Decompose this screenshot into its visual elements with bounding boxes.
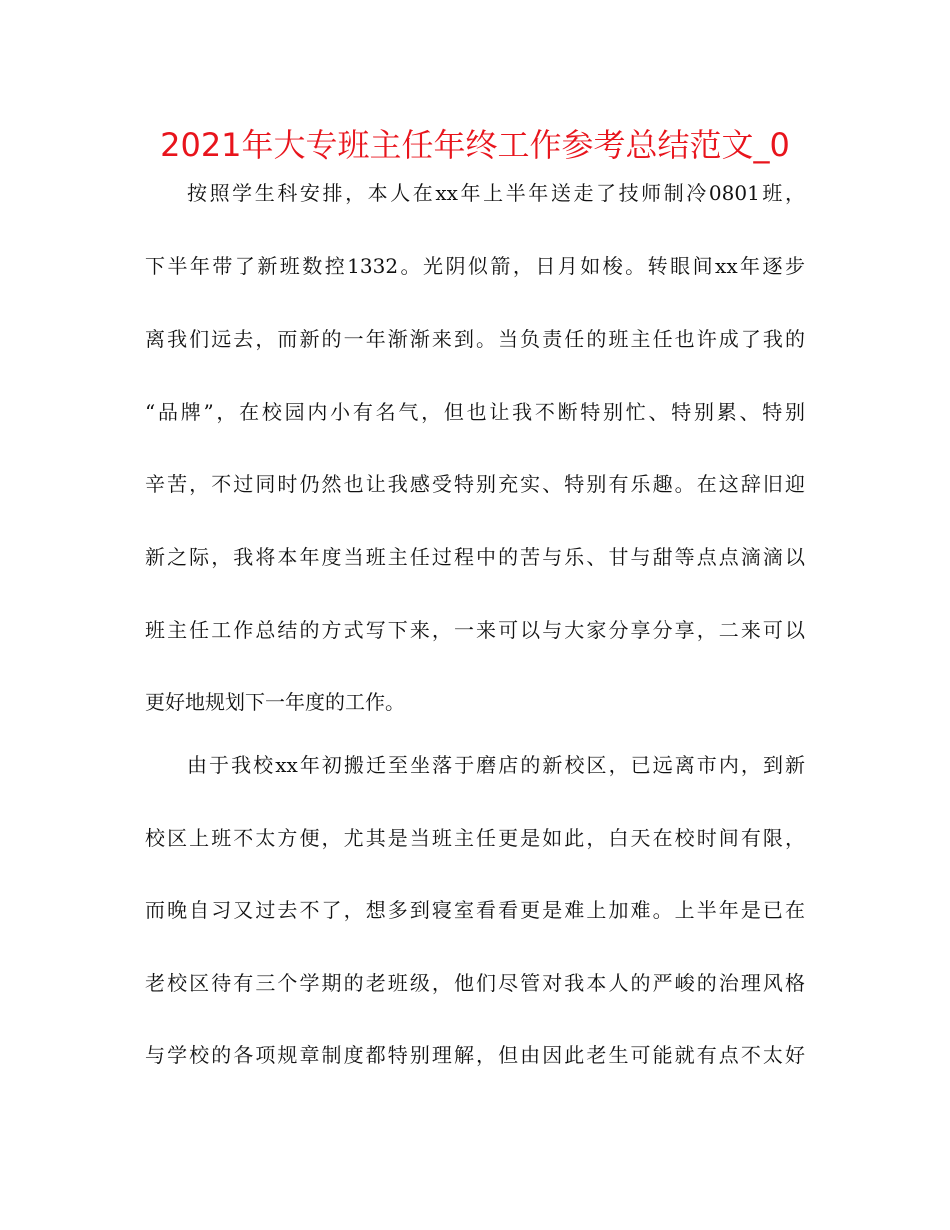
paragraph-line: 离我们远去，而新的一年渐渐来到。当负责任的班主任也许成了我的 xyxy=(145,327,805,351)
paragraph-line: 由于我校xx年初搬迁至坐落于磨店的新校区，已远离市内，到新 xyxy=(187,753,805,777)
paragraph-line: 更好地规划下一年度的工作。 xyxy=(145,690,405,714)
paragraph-line: “品牌”，在校园内小有名气，但也让我不断特别忙、特别累、特别 xyxy=(145,400,805,424)
paragraph-line: 新之际，我将本年度当班主任过程中的苦与乐、甘与甜等点点滴滴以 xyxy=(145,545,805,569)
paragraph-line: 下半年带了新班数控1332。光阴似箭，日月如梭。转眼间xx年逐步 xyxy=(145,254,805,278)
paragraph-line: 辛苦，不过同时仍然也让我感受特别充实、特别有乐趣。在这辞旧迎 xyxy=(145,472,805,496)
paragraph-line: 而晚自习又过去不了，想多到寝室看看更是难上加难。上半年是已在 xyxy=(145,898,805,922)
document-title: 2021年大专班主任年终工作参考总结范文_0 xyxy=(160,126,790,164)
paragraph-line: 老校区待有三个学期的老班级，他们尽管对我本人的严峻的治理风格 xyxy=(145,971,805,995)
paragraph-line: 按照学生科安排，本人在xx年上半年送走了技师制冷0801班， xyxy=(187,181,805,205)
paragraph-line: 班主任工作总结的方式写下来，一来可以与大家分享分享，二来可以 xyxy=(145,618,805,642)
paragraph-line: 校区上班不太方便，尤其是当班主任更是如此，白天在校时间有限， xyxy=(145,826,805,850)
paragraph-line: 与学校的各项规章制度都特别理解，但由因此老生可能就有点不太好 xyxy=(145,1043,805,1067)
